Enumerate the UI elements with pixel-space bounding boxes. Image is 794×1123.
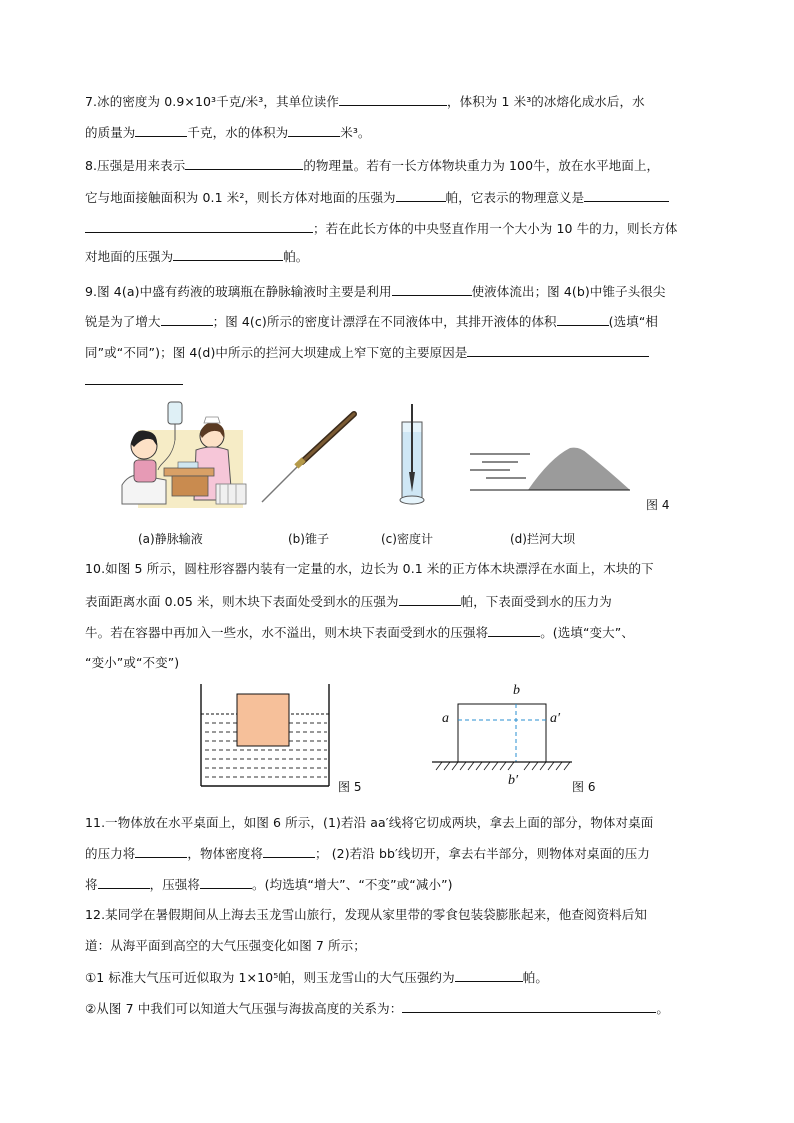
q8-text: 8.压强是用来表示: [85, 158, 186, 173]
figure-6-block: [430, 684, 580, 776]
q8-text: 对地面的压强为: [85, 249, 174, 264]
q12-text: ②从图 7 中我们可以知道大气压强与海拔高度的关系为：: [85, 1001, 403, 1016]
block: [458, 704, 546, 762]
question-10-line-4: [85, 655, 179, 671]
question-8-line-1: [85, 157, 659, 174]
question-11-line-2: [85, 845, 650, 862]
figure-6-label: 图 6: [572, 780, 596, 794]
answer-blank[interactable]: [584, 189, 669, 202]
figure-5-label: 图 5: [338, 780, 362, 794]
answer-blank[interactable]: [98, 876, 150, 889]
caption-c: (c)密度计: [381, 532, 433, 546]
question-11-line-1: [85, 815, 653, 831]
q7-text: 千克，水的体积为: [187, 125, 289, 140]
q10-text: “变小”或“不变”): [85, 655, 180, 670]
q9-text: ；图 4(c)所示的密度计漂浮在不同液体中，其排开液体的体积: [212, 314, 557, 329]
question-12-line-1: [85, 907, 647, 923]
answer-blank[interactable]: [392, 283, 472, 296]
q11-text: 的压力将: [85, 846, 136, 861]
question-10-line-1: [85, 561, 654, 577]
q8-text: ；若在此长方体的中央竖直作用一个大小为 10 牛的力，则长方体: [313, 221, 678, 236]
hydrometer-illustration: [395, 402, 431, 506]
question-8-line-3: [85, 220, 677, 237]
answer-blank[interactable]: [173, 248, 283, 261]
caption-a: (a)静脉输液: [138, 532, 203, 546]
figure-4-label: 图 4: [646, 498, 670, 512]
figure-5-container: [195, 684, 335, 788]
q8-text: 的物理量。若有一长方体物块重力为 100牛，放在水平地面上，: [303, 158, 660, 173]
q8-text: 帕。: [283, 249, 309, 264]
question-8-line-4: [85, 248, 308, 265]
table-hatching: [436, 762, 570, 770]
q7-text: ，体积为 1 米³的冰熔化成水后，水: [447, 94, 645, 109]
caption-b: (b)锥子: [288, 532, 329, 546]
q12-text: 。: [656, 1001, 669, 1016]
question-12-line-4: [85, 1000, 669, 1017]
q11-text: ，压强将: [149, 877, 201, 892]
answer-blank[interactable]: [488, 624, 540, 637]
label-b-prime: b′: [508, 773, 519, 788]
iv-drip-illustration: [120, 400, 250, 508]
answer-blank[interactable]: [402, 1000, 656, 1013]
question-9-line-3: [85, 344, 649, 361]
q10-text: 牛。若在容器中再加入一些水，水不溢出，则木块下表面受到水的压强将: [85, 625, 489, 640]
q10-text: 表面距离水面 0.05 米，则木块下表面处受到水的压强为: [85, 594, 399, 609]
q9-text: 使液体流出；图 4(b)中锥子头很尖: [471, 284, 666, 299]
q10-text: 。(选填“变大”、: [540, 625, 634, 640]
q8-text: 帕，它表示的物理意义是: [445, 190, 585, 205]
question-7-line-1: [85, 93, 645, 110]
question-9-line-1: [85, 283, 666, 300]
question-11-line-3: [85, 876, 453, 893]
question-8-line-2: [85, 189, 669, 206]
answer-blank[interactable]: [455, 969, 523, 982]
question-10-line-3: [85, 624, 634, 641]
q11-text: 。(均选填“增大”、“不变”或“减小”): [252, 877, 453, 892]
question-9-line-2: [85, 313, 658, 330]
awl-needle: [262, 466, 298, 502]
question-10-line-2: [85, 593, 612, 610]
awl-illustration: [258, 410, 362, 506]
dam-illustration: [470, 440, 630, 494]
q9-text: 锐是为了增大: [85, 314, 161, 329]
question-7-line-2: [85, 124, 371, 141]
q10-text: 10.如图 5 所示，圆柱形容器内装有一定量的水，边长为 0.1 米的正方体木块漂浮在水面上，木块的下: [85, 561, 654, 576]
q12-text: 12.某同学在暑假期间从上海去玉龙雪山旅行，发现从家里带的零食包装袋膨胀起来，他查阅资料后知: [85, 907, 647, 922]
q11-text: 将: [85, 877, 98, 892]
answer-blank[interactable]: [263, 845, 315, 858]
label-a: a: [442, 711, 449, 726]
q9-text: (选填“相: [608, 314, 659, 329]
q8-text: 它与地面接触面积为 0.1 米²，则长方体对地面的压强为: [85, 190, 396, 205]
answer-blank[interactable]: [185, 157, 303, 170]
label-a-prime: a′: [550, 711, 561, 726]
answer-blank[interactable]: [396, 189, 446, 202]
answer-blank[interactable]: [135, 845, 187, 858]
q12-text: 道：从海平面到高空的大气压强变化如图 7 所示；: [85, 938, 366, 953]
q7-text: 米³。: [340, 125, 371, 140]
q10-text: 帕，下表面受到水的压力为: [460, 594, 612, 609]
answer-blank[interactable]: [161, 313, 213, 326]
q12-text: ①1 标准大气压可近似取为 1×10⁵帕，则玉龙雪山的大气压强约为: [85, 970, 455, 985]
question-12-line-3: [85, 969, 548, 986]
answer-blank[interactable]: [339, 93, 447, 106]
label-b: b: [513, 683, 520, 698]
q9-text: 9.图 4(a)中盛有药液的玻璃瓶在静脉输液时主要是利用: [85, 284, 392, 299]
iv-bottle: [168, 402, 182, 424]
q9-text: 同”或“不同”)；图 4(d)中所示的拦河大坝建成上窄下宽的主要原因是: [85, 345, 468, 360]
answer-blank[interactable]: [200, 876, 252, 889]
answer-blank[interactable]: [135, 124, 187, 137]
question-12-line-2: [85, 938, 366, 954]
answer-blank[interactable]: [467, 344, 649, 357]
answer-blank[interactable]: [288, 124, 340, 137]
q7-text: 7.冰的密度为 0.9×10³千克/米³，其单位读作: [85, 94, 339, 109]
q7-text: 的质量为: [85, 125, 136, 140]
answer-blank[interactable]: [557, 313, 609, 326]
q12-text: 帕。: [522, 970, 548, 985]
q11-text: ，物体密度将: [187, 846, 264, 861]
answer-blank[interactable]: [85, 372, 183, 385]
caption-d: (d)拦河大坝: [510, 532, 575, 546]
dam-body: [528, 448, 630, 490]
q11-text: ； (2)若沿 bb′线切开，拿去右半部分，则物体对桌面的压力: [315, 846, 650, 861]
q11-text: 11.一物体放在水平桌面上，如图 6 所示，(1)若沿 aa′线将它切成两块，拿去上面的部分，物体对桌面: [85, 815, 654, 830]
answer-blank[interactable]: [85, 220, 313, 233]
wooden-block: [237, 694, 289, 746]
question-9-line-4: [85, 372, 183, 389]
answer-blank[interactable]: [399, 593, 461, 606]
